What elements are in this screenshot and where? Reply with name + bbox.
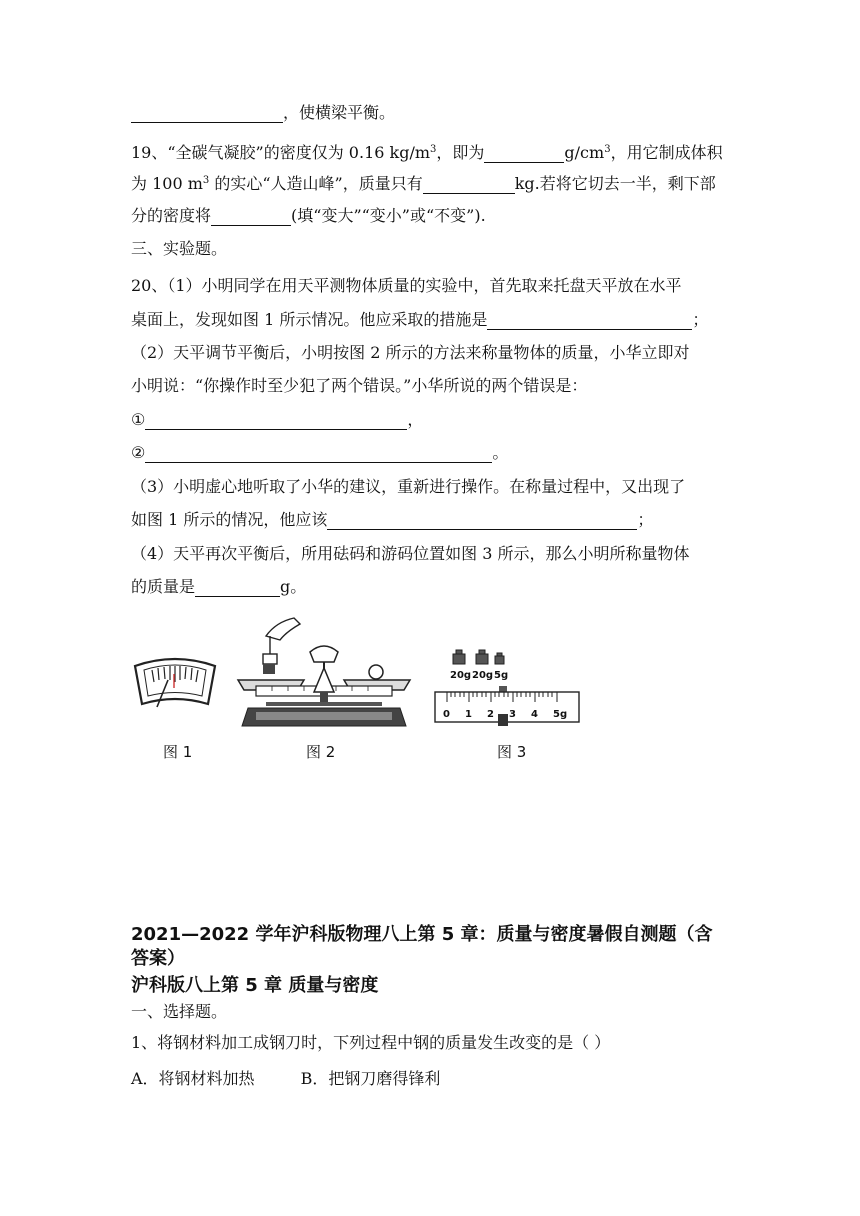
q19-line-3	[131, 206, 486, 226]
q20-line-9: （4）天平再次平衡后，所用砝码和游码位置如图 3 所示，那么小明所称量物体	[131, 544, 690, 563]
figure-2-balance	[236, 614, 414, 734]
answer-blank[interactable]	[423, 176, 515, 194]
scale-label: 0	[443, 709, 450, 720]
q20-line-6	[131, 443, 508, 463]
answer-blank[interactable]	[211, 208, 291, 226]
scale-label: 1	[465, 709, 472, 720]
answer-blank[interactable]	[484, 145, 564, 163]
q19-text: (填“变大”“变小”或“不变”).	[291, 206, 486, 225]
q20-text: g。	[280, 577, 307, 596]
q20-line-4: 小明说：“你操作时至少犯了两个错误。”小华所说的两个错误是：	[131, 376, 588, 395]
q20-text: ②	[131, 443, 146, 462]
q19-text: 的实心“人造山峰”，质量只有	[209, 174, 423, 193]
q19-text: ，即为	[436, 143, 485, 162]
q20-text: 如图 1 所示的情况，他应该	[131, 510, 328, 529]
doc-title-line-1: 2021—2022 学年沪科版物理八上第 5 章：质量与密度暑假自测题（含	[131, 924, 713, 945]
q20-line-5	[131, 410, 423, 430]
q20-text: ；	[692, 310, 709, 329]
option-b[interactable]: B．把钢刀磨得锋利	[300, 1069, 441, 1088]
q18-tail: ，使横梁平衡。	[283, 103, 396, 122]
q20-line-3: （2）天平调节平衡后，小明按图 2 所示的方法来称量物体的质量，小华立即对	[131, 343, 690, 362]
q19-text: ，用它制成体积	[610, 143, 723, 162]
q19-text: 为 100 m	[131, 174, 203, 193]
q19-text: 分的密度将	[131, 206, 212, 225]
q19-text: kg.若将它切去一半，剩下部	[514, 174, 716, 193]
answer-blank[interactable]	[145, 445, 492, 463]
q1-stem: 1、将钢材料加工成钢刀时，下列过程中钢的质量发生改变的是（ ）	[131, 1033, 611, 1052]
scale-label: 2	[487, 709, 494, 720]
figure-2-label: 图 2	[306, 743, 336, 761]
q19-text: 19、“全碳气凝胶”的密度仅为 0.16 kg/m	[131, 143, 431, 162]
q20-line-1: 20、（1）小明同学在用天平测物体质量的实验中，首先取来托盘天平放在水平	[131, 276, 682, 295]
q19-line-1	[131, 143, 723, 163]
superscript: 3	[604, 144, 611, 155]
q20-text: 。	[492, 443, 509, 462]
q20-line-8	[131, 510, 653, 530]
q19-line-2	[131, 174, 716, 194]
q20-text: 桌面上，发现如图 1 所示情况。他应采取的措施是	[131, 310, 488, 329]
doc-title-line-2: 答案）	[131, 948, 185, 969]
superscript: 3	[202, 175, 210, 186]
section-title: 三、实验题。	[131, 239, 228, 258]
q20-text: ①	[131, 410, 146, 429]
weight-label: 5g	[494, 670, 509, 681]
figure-3-weights-scale	[433, 644, 581, 730]
superscript: 3	[430, 144, 437, 155]
weight-label: 20g	[472, 670, 494, 681]
q1-options	[131, 1069, 440, 1089]
scale-label: 4	[531, 709, 538, 720]
answer-blank[interactable]	[487, 312, 692, 330]
figure-1-dial	[130, 652, 220, 722]
weight-label: 20g	[450, 670, 472, 681]
q20-line-2	[131, 310, 708, 330]
figure-1-label: 图 1	[163, 743, 193, 761]
figure-3-label: 图 3	[497, 743, 527, 761]
scale-label: 3	[509, 709, 516, 720]
q20-text: ；	[637, 510, 654, 529]
answer-blank[interactable]	[145, 412, 407, 430]
q20-text: 的质量是	[131, 577, 196, 596]
scale-label: 5g	[553, 709, 568, 720]
answer-blank[interactable]	[131, 105, 283, 123]
q20-line-10	[131, 577, 306, 597]
option-a[interactable]: A．将钢材料加热	[131, 1069, 255, 1088]
answer-blank[interactable]	[327, 512, 637, 530]
answer-blank[interactable]	[195, 579, 280, 597]
q20-text: ，	[407, 410, 424, 429]
q18-line	[131, 103, 395, 123]
section-title: 一、选择题。	[131, 1002, 228, 1021]
q19-text: g/cm	[564, 143, 605, 162]
doc-subtitle: 沪科版八上第 5 章 质量与密度	[131, 975, 379, 996]
q20-line-7: （3）小明虚心地听取了小华的建议，重新进行操作。在称量过程中，又出现了	[131, 477, 686, 496]
